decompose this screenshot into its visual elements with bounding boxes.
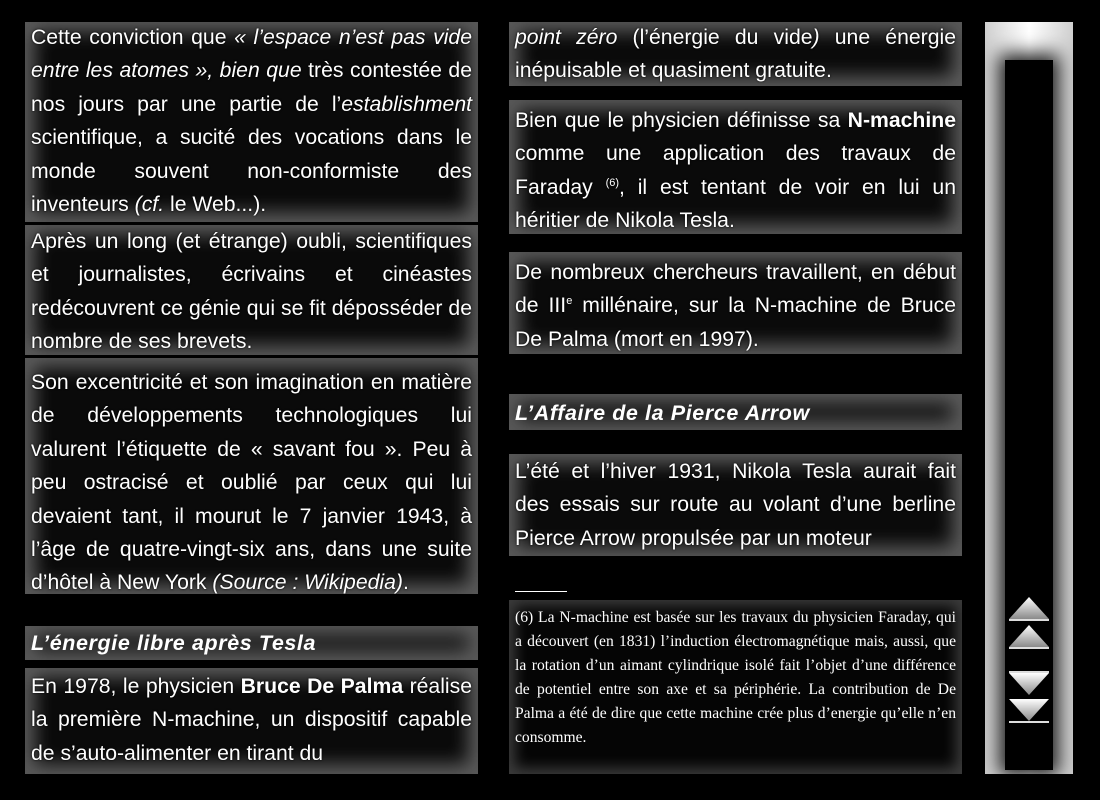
double-down-arrow-icon[interactable] (1005, 697, 1053, 725)
text-run: establishment (341, 92, 472, 116)
paragraph-block (509, 252, 962, 354)
paragraph-block (25, 358, 478, 594)
text-run: très contestée de nos jours par une partie de l’ (31, 59, 472, 116)
footnote: (6) La N-machine est basée sur les travaux du physicien Faraday, qui a découvert (en 1831) l’induction électromagnétique mais, aussi, que la rotation d’un aimant cylindrique isolé fait l’objet d’une différence de potentiel entre son axe et sa périphérie. La contribution de De Palma a été de dire que cette machine crée plus d’energie qu’elle n’en consomme. (515, 609, 956, 747)
text-run: N-machine (847, 109, 956, 132)
paragraph: Après un long (et étrange) oubli, scientifiques et journalistes, écrivains et cinéastes redécouvrent ce génie qui se fit déposséder de nombre de ses brevets. (31, 230, 472, 354)
text-run: En 1978, le physicien (31, 675, 241, 698)
paragraph (31, 21, 472, 221)
text-run: une énergie inépuisable et quasiment gratuite. (515, 26, 956, 83)
text-run: millénaire, sur la N-machine de Bruce De Palma (mort en 1997). (515, 294, 956, 351)
text-run: scientifique, a sucité des vocations dans le monde souvent non-conformiste des inventeurs (31, 126, 472, 217)
paragraph-block (509, 22, 962, 86)
superscript: (6) (605, 176, 620, 189)
footnote-rule (515, 591, 567, 592)
paragraph (515, 21, 956, 88)
text-run: ) (812, 26, 820, 49)
right-column (509, 22, 962, 774)
scroll-track[interactable] (1005, 60, 1053, 770)
text-run: le Web...). (164, 193, 267, 217)
paragraph (31, 366, 472, 600)
text-run: (l’énergie du vide (617, 26, 813, 49)
paragraph: L’été et l’hiver 1931, Nikola Tesla aurait fait des essais sur route au volant d’une berline Pierce Arrow propulsée par un moteur (515, 460, 956, 550)
text-run: Bien que le physicien définisse sa (515, 109, 848, 132)
paragraph (31, 670, 472, 770)
text-run: , il est tentant de voir en lui un héritier de Nikola Tesla. (515, 175, 956, 233)
up-arrow-icon[interactable] (1005, 623, 1053, 651)
paragraph-block (509, 100, 962, 234)
footnote-block (509, 600, 962, 774)
paragraph-block (25, 22, 478, 222)
text-run: (Source : Wikipedia) (212, 571, 403, 595)
text-run: point zéro (515, 26, 618, 49)
text-run: « l’espace n’est pas vide entre les atomes », bien que (31, 26, 472, 83)
text-run: De nombreux chercheurs travaillent, en début de III (515, 261, 956, 318)
text-run: réalise la première N-machine, un dispositif capable de s’auto-alimenter en tirant du (31, 675, 472, 765)
down-arrow-icon[interactable] (1005, 669, 1053, 697)
text-run: Bruce De Palma (240, 675, 404, 698)
paragraph-block (25, 668, 478, 774)
heading-block (25, 626, 478, 660)
scrollbar[interactable] (985, 22, 1073, 774)
text-run: Son excentricité et son imagination en matière de développements technologiques lui valurent l’étiquette de « savant fou ». Peu à peu ostracisé et oublié par ceux qui lui devaient tant, il mourut le 7 janvier 1943, à l’âge de quatre-vingt-six ans, dans une suite d’hôtel à New York (31, 371, 472, 595)
text-run: Cette conviction que (31, 26, 235, 49)
section-heading: L’énergie libre après Tesla (31, 631, 317, 655)
paragraph (515, 104, 956, 238)
superscript: e (566, 295, 573, 308)
paragraph-block (25, 225, 478, 355)
paragraph (515, 256, 956, 356)
text-run: comme une application des travaux de Faraday (515, 142, 956, 199)
left-column (25, 22, 478, 774)
paragraph-block (509, 454, 962, 556)
section-heading: L’Affaire de la Pierce Arrow (515, 401, 810, 425)
heading-block (509, 394, 962, 430)
double-up-arrow-icon[interactable] (1005, 595, 1053, 623)
text-run: (cf. (134, 193, 165, 217)
text-run: . (402, 571, 409, 595)
